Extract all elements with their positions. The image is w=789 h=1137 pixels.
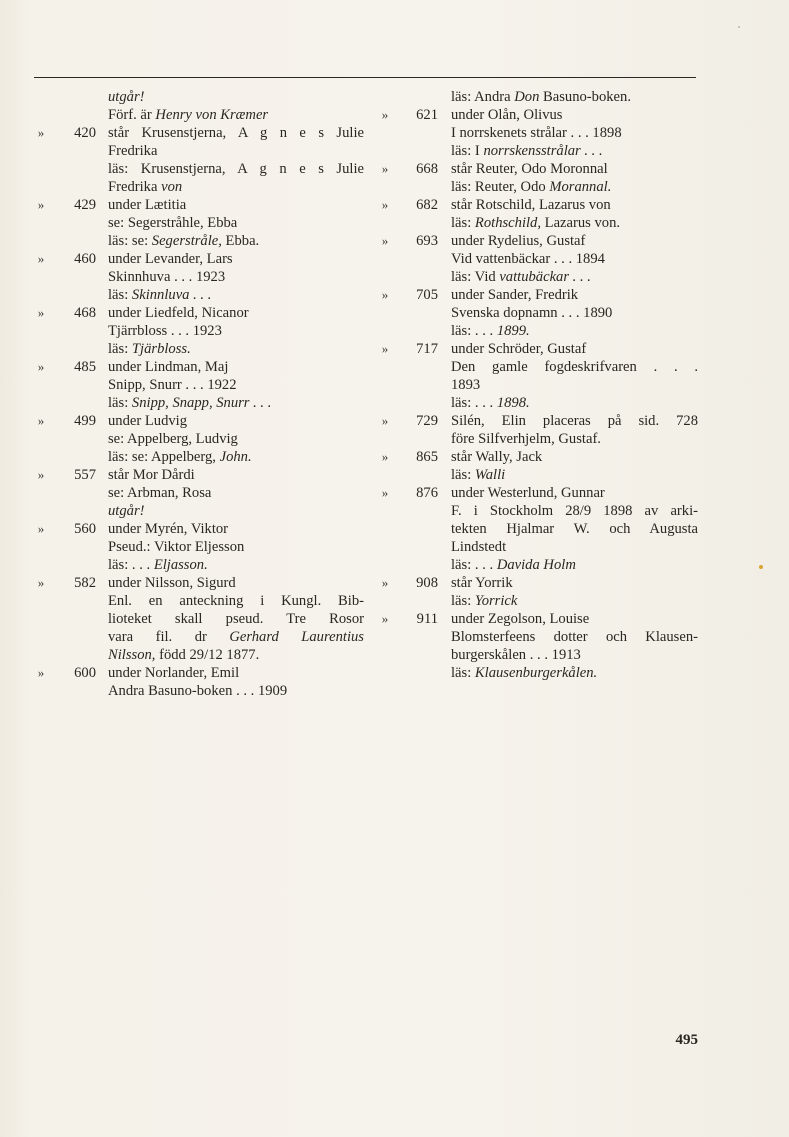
entry-text bbox=[451, 232, 698, 250]
entry-text bbox=[451, 574, 698, 592]
text-segment: Lazarus von. bbox=[541, 215, 621, 231]
text-segment: under Sander, Fredrik bbox=[451, 287, 579, 303]
italic-text: Eljasson. bbox=[153, 557, 208, 573]
right-column bbox=[378, 88, 698, 682]
text-segment: se: Segerstråhle, Ebba bbox=[108, 215, 238, 231]
entry-text bbox=[451, 286, 698, 304]
page-reference-number: 429 bbox=[74, 197, 96, 213]
italic-text: 1898. bbox=[496, 395, 530, 411]
text-segment: läs: Vid bbox=[451, 269, 500, 285]
text-segment: Skinnhuva . . . 1923 bbox=[108, 269, 226, 285]
italic-text: Rothschild, bbox=[474, 215, 541, 231]
text-segment: under Olån, Olivus bbox=[451, 107, 563, 123]
entry-text bbox=[451, 214, 698, 232]
page-reference-number: 557 bbox=[74, 467, 96, 483]
ditto-mark: » bbox=[37, 305, 45, 320]
erratum-entry bbox=[378, 106, 698, 160]
entry-text bbox=[451, 394, 698, 412]
text-segment: Blomsterfeens dotter och Klausen- bbox=[451, 629, 698, 645]
entry-text bbox=[108, 142, 364, 160]
erratum-entry bbox=[34, 664, 364, 700]
text-segment: läs: bbox=[108, 287, 132, 303]
text-segment: Basuno-boken. bbox=[539, 89, 631, 105]
entry-text bbox=[108, 106, 364, 124]
erratum-entry bbox=[378, 232, 698, 286]
entry-line bbox=[378, 592, 698, 610]
entry-line bbox=[378, 286, 698, 304]
entry-line bbox=[34, 664, 364, 682]
entry-text bbox=[108, 646, 364, 664]
text-segment: läs: bbox=[451, 215, 475, 231]
entry-line bbox=[34, 682, 364, 700]
entry-text bbox=[451, 142, 698, 160]
italic-text: von bbox=[161, 179, 183, 195]
header-rule bbox=[34, 77, 696, 78]
italic-text: Skinnluva . . . bbox=[131, 287, 212, 303]
erratum-entry bbox=[378, 448, 698, 484]
ditto-mark: » bbox=[37, 521, 45, 536]
italic-text: Klausenburgerkålen. bbox=[474, 665, 598, 681]
entry-text bbox=[108, 610, 364, 628]
text-segment: under Myrén, Viktor bbox=[108, 521, 229, 537]
page-reference-number: 717 bbox=[416, 341, 438, 357]
entry-line bbox=[34, 304, 364, 322]
text-segment: född 29/12 1877. bbox=[155, 647, 260, 663]
text-segment: Tjärrbloss . . . 1923 bbox=[108, 323, 222, 339]
entry-line bbox=[378, 232, 698, 250]
ditto-mark: » bbox=[381, 233, 389, 248]
page-reference-number: 729 bbox=[416, 413, 438, 429]
italic-text: norrskensstrålar . . . bbox=[483, 143, 603, 159]
ditto-mark: » bbox=[37, 359, 45, 374]
text-segment: Snipp, Snurr . . . 1922 bbox=[108, 377, 237, 393]
entry-line bbox=[378, 610, 698, 628]
page-reference-number: 560 bbox=[74, 521, 96, 537]
entry-line bbox=[378, 322, 698, 340]
erratum-entry bbox=[34, 466, 364, 520]
erratum-entry bbox=[378, 412, 698, 448]
entry-text bbox=[108, 286, 364, 304]
italic-text: utgår! bbox=[108, 89, 145, 105]
entry-text bbox=[108, 268, 364, 286]
entry-line bbox=[34, 556, 364, 574]
entry-line bbox=[34, 124, 364, 142]
entry-line bbox=[34, 646, 364, 664]
entry-line bbox=[378, 214, 698, 232]
entry-text bbox=[108, 556, 364, 574]
text-segment: burgerskålen . . . 1913 bbox=[451, 647, 581, 663]
text-segment: se: Arbman, Rosa bbox=[108, 485, 212, 501]
entry-text bbox=[108, 412, 364, 430]
speck-mark bbox=[759, 565, 763, 569]
entry-text bbox=[108, 160, 364, 178]
left-column bbox=[34, 88, 364, 700]
text-segment: läs: bbox=[108, 395, 132, 411]
entry-text bbox=[108, 430, 364, 448]
text-segment: Andra Basuno-boken . . . 1909 bbox=[108, 683, 288, 699]
entry-line bbox=[34, 484, 364, 502]
entry-line bbox=[34, 592, 364, 610]
page-reference-number: 582 bbox=[74, 575, 96, 591]
page-reference-number: 682 bbox=[416, 197, 438, 213]
entry-line bbox=[34, 322, 364, 340]
entry-text bbox=[108, 304, 364, 322]
entry-text bbox=[451, 268, 698, 286]
ditto-mark: » bbox=[37, 413, 45, 428]
entry-line bbox=[378, 376, 698, 394]
entry-text bbox=[451, 250, 698, 268]
italic-text: Walli bbox=[474, 467, 506, 483]
text-segment: 1893 bbox=[451, 377, 481, 393]
text-segment: läs: . . . bbox=[451, 395, 497, 411]
page-reference-number: 420 bbox=[74, 125, 96, 141]
entry-text bbox=[451, 592, 698, 610]
entry-text bbox=[108, 520, 364, 538]
ditto-mark: » bbox=[381, 341, 389, 356]
text-segment: står Mor Dårdi bbox=[108, 467, 195, 483]
entry-text bbox=[451, 358, 698, 376]
entry-text bbox=[108, 682, 364, 700]
italic-text: 1899. bbox=[496, 323, 530, 339]
text-segment: Fredrika bbox=[108, 179, 162, 195]
text-segment: Silén, Elin placeras på sid. 728 bbox=[451, 413, 698, 429]
entry-line bbox=[378, 466, 698, 484]
italic-text: vattubäckar . . . bbox=[499, 269, 591, 285]
italic-text: Don bbox=[514, 89, 540, 105]
entry-line bbox=[34, 538, 364, 556]
erratum-entry bbox=[378, 484, 698, 574]
entry-line bbox=[378, 160, 698, 178]
text-segment: under Westerlund, Gunnar bbox=[451, 485, 605, 501]
ditto-mark: » bbox=[381, 161, 389, 176]
entry-line bbox=[34, 160, 364, 178]
page-reference-number: 468 bbox=[74, 305, 96, 321]
entry-text bbox=[108, 574, 364, 592]
text-segment: tekten Hjalmar W. och Augusta bbox=[451, 521, 698, 537]
entry-line bbox=[378, 448, 698, 466]
entry-text bbox=[108, 466, 364, 484]
italic-text: utgår! bbox=[108, 503, 145, 519]
text-segment: står Yorrik bbox=[451, 575, 513, 591]
entry-text bbox=[451, 430, 698, 448]
entry-text bbox=[108, 502, 364, 520]
entry-line bbox=[378, 556, 698, 574]
entry-text bbox=[451, 196, 698, 214]
ditto-mark: » bbox=[37, 251, 45, 266]
entry-line bbox=[34, 268, 364, 286]
entry-text bbox=[451, 466, 698, 484]
entry-text bbox=[451, 106, 698, 124]
text-segment: läs: I bbox=[451, 143, 484, 159]
entry-text bbox=[108, 538, 364, 556]
erratum-entry bbox=[34, 412, 364, 466]
italic-text: John. bbox=[219, 449, 252, 465]
entry-line bbox=[378, 88, 698, 106]
page-reference-number: 908 bbox=[416, 575, 438, 591]
entry-line bbox=[34, 448, 364, 466]
text-segment: står Wally, Jack bbox=[451, 449, 543, 465]
entry-line bbox=[378, 574, 698, 592]
entry-line bbox=[378, 664, 698, 682]
text-segment: står Rotschild, Lazarus von bbox=[451, 197, 611, 213]
erratum-entry bbox=[34, 304, 364, 358]
text-segment: under Schröder, Gustaf bbox=[451, 341, 587, 357]
page-reference-number: 911 bbox=[416, 611, 438, 627]
text-segment: Den gamle fogdeskrifvaren . . . bbox=[451, 359, 698, 375]
text-segment: står Reuter, Odo Moronnal bbox=[451, 161, 608, 177]
entry-line bbox=[34, 106, 364, 124]
entry-text bbox=[108, 232, 364, 250]
erratum-entry bbox=[34, 124, 364, 196]
entry-text bbox=[451, 322, 698, 340]
entry-line bbox=[34, 250, 364, 268]
entry-line bbox=[34, 358, 364, 376]
ditto-mark: » bbox=[381, 611, 389, 626]
entry-text bbox=[108, 358, 364, 376]
entry-line bbox=[34, 196, 364, 214]
entry-line bbox=[378, 142, 698, 160]
ditto-mark: » bbox=[381, 287, 389, 302]
ditto-mark: » bbox=[37, 575, 45, 590]
entry-text bbox=[108, 628, 364, 646]
page-reference-number: 693 bbox=[416, 233, 438, 249]
page-reference-number: 621 bbox=[416, 107, 438, 123]
entry-line bbox=[378, 178, 698, 196]
entry-line bbox=[378, 358, 698, 376]
entry-line bbox=[34, 520, 364, 538]
entry-line bbox=[34, 628, 364, 646]
italic-text: Morannal. bbox=[549, 179, 612, 195]
entry-text bbox=[108, 484, 364, 502]
ditto-mark: » bbox=[37, 467, 45, 482]
entry-text bbox=[108, 592, 364, 610]
entry-line bbox=[378, 124, 698, 142]
entry-line bbox=[378, 340, 698, 358]
entry-text bbox=[451, 484, 698, 502]
text-segment: vara fil. dr bbox=[108, 629, 230, 645]
entry-line bbox=[34, 394, 364, 412]
text-segment: under Rydelius, Gustaf bbox=[451, 233, 586, 249]
page-reference-number: 865 bbox=[416, 449, 438, 465]
entry-text bbox=[451, 160, 698, 178]
entry-line bbox=[34, 88, 364, 106]
text-segment: under Norlander, Emil bbox=[108, 665, 240, 681]
entry-text bbox=[451, 556, 698, 574]
entry-text bbox=[451, 628, 698, 646]
text-segment: Vid vattenbäckar . . . 1894 bbox=[451, 251, 605, 267]
erratum-entry bbox=[378, 610, 698, 682]
erratum-entry bbox=[34, 520, 364, 574]
page-reference-number: 876 bbox=[416, 485, 438, 501]
entry-line bbox=[378, 196, 698, 214]
entry-text bbox=[451, 124, 698, 142]
entry-text bbox=[108, 394, 364, 412]
entry-line bbox=[378, 394, 698, 412]
entry-line bbox=[378, 304, 698, 322]
entry-line bbox=[34, 232, 364, 250]
erratum-entry bbox=[378, 160, 698, 196]
ditto-mark: » bbox=[381, 449, 389, 464]
entry-line bbox=[34, 610, 364, 628]
entry-text bbox=[108, 196, 364, 214]
entry-line bbox=[378, 538, 698, 556]
text-segment: se: Appelberg, Ludvig bbox=[108, 431, 238, 447]
text-segment: läs: bbox=[451, 665, 475, 681]
speck-mark bbox=[738, 26, 740, 28]
erratum-entry bbox=[34, 358, 364, 412]
entry-line bbox=[34, 376, 364, 394]
entry-line bbox=[378, 502, 698, 520]
italic-text: Davida Holm bbox=[496, 557, 576, 573]
text-segment: Förf. är bbox=[108, 107, 156, 123]
text-segment: läs: se: bbox=[108, 233, 152, 249]
text-segment: Lindstedt bbox=[451, 539, 507, 555]
entry-line bbox=[378, 268, 698, 286]
erratum-entry bbox=[378, 340, 698, 412]
italic-text: Segerstråle, bbox=[151, 233, 222, 249]
entry-text bbox=[108, 340, 364, 358]
entry-text bbox=[108, 250, 364, 268]
text-segment: under Zegolson, Louise bbox=[451, 611, 590, 627]
entry-text bbox=[108, 124, 364, 142]
entry-text bbox=[108, 178, 364, 196]
erratum-entry bbox=[34, 196, 364, 250]
entry-text bbox=[451, 340, 698, 358]
ditto-mark: » bbox=[37, 197, 45, 212]
text-segment: läs: bbox=[108, 341, 132, 357]
entry-text bbox=[108, 448, 364, 466]
text-segment: läs: bbox=[451, 467, 475, 483]
entry-line bbox=[34, 574, 364, 592]
text-segment: under Lindman, Maj bbox=[108, 359, 229, 375]
entry-line bbox=[34, 502, 364, 520]
entry-line bbox=[378, 520, 698, 538]
text-segment: läs: se: Appelberg, bbox=[108, 449, 220, 465]
page-number: 495 bbox=[675, 1032, 698, 1048]
text-segment: under Lætitia bbox=[108, 197, 187, 213]
text-segment: Pseud.: Viktor Eljesson bbox=[108, 539, 245, 555]
italic-text: Gerhard Laurentius bbox=[229, 629, 364, 645]
text-segment: lioteket skall pseud. Tre Rosor bbox=[108, 611, 364, 627]
erratum-entry bbox=[378, 88, 698, 106]
entry-text bbox=[451, 376, 698, 394]
text-segment: Fredrika bbox=[108, 143, 158, 159]
entry-text bbox=[451, 610, 698, 628]
entry-text bbox=[108, 376, 364, 394]
text-segment: läs: . . . bbox=[108, 557, 154, 573]
entry-line bbox=[378, 106, 698, 124]
erratum-entry bbox=[378, 286, 698, 340]
entry-line bbox=[378, 484, 698, 502]
entry-line bbox=[34, 340, 364, 358]
text-segment: läs: . . . bbox=[451, 323, 497, 339]
text-segment: F. i Stockholm 28/9 1898 av arki- bbox=[451, 503, 698, 519]
entry-text bbox=[451, 646, 698, 664]
text-segment: läs: . . . bbox=[451, 557, 497, 573]
ditto-mark: » bbox=[381, 197, 389, 212]
ditto-mark: » bbox=[381, 413, 389, 428]
erratum-entry bbox=[378, 574, 698, 610]
text-segment: läs: bbox=[451, 593, 475, 609]
entry-line bbox=[34, 430, 364, 448]
text-segment: före Silfverhjelm, Gustaf. bbox=[451, 431, 601, 447]
entry-text bbox=[451, 304, 698, 322]
ditto-mark: » bbox=[37, 665, 45, 680]
text-segment: läs: Andra bbox=[451, 89, 515, 105]
entry-text bbox=[451, 448, 698, 466]
entry-line bbox=[378, 430, 698, 448]
page-reference-number: 460 bbox=[74, 251, 96, 267]
erratum-entry bbox=[378, 196, 698, 232]
entry-text bbox=[451, 88, 698, 106]
entry-line bbox=[378, 250, 698, 268]
erratum-entry bbox=[34, 574, 364, 664]
entry-text bbox=[108, 322, 364, 340]
text-segment: I norrskenets strålar . . . 1898 bbox=[451, 125, 622, 141]
entry-line bbox=[34, 214, 364, 232]
text-segment: Ebba. bbox=[221, 233, 260, 249]
entry-text bbox=[451, 178, 698, 196]
text-segment: läs: Reuter, Odo bbox=[451, 179, 550, 195]
entry-text bbox=[108, 88, 364, 106]
italic-text: Snipp, Snapp, Snurr . . . bbox=[131, 395, 272, 411]
ditto-mark: » bbox=[381, 485, 389, 500]
erratum-entry bbox=[34, 250, 364, 304]
italic-text: Henry von Kræmer bbox=[155, 107, 269, 123]
ditto-mark: » bbox=[37, 125, 45, 140]
text-segment: under Levander, Lars bbox=[108, 251, 233, 267]
entry-line bbox=[378, 646, 698, 664]
page-reference-number: 668 bbox=[416, 161, 438, 177]
entry-text bbox=[451, 520, 698, 538]
page-reference-number: 499 bbox=[74, 413, 96, 429]
entry-text bbox=[451, 664, 698, 682]
entry-text bbox=[108, 214, 364, 232]
page-reference-number: 600 bbox=[74, 665, 96, 681]
entry-line bbox=[34, 466, 364, 484]
ditto-mark: » bbox=[381, 107, 389, 122]
italic-text: Yorrick bbox=[474, 593, 518, 609]
italic-text: Nilsson, bbox=[108, 647, 156, 663]
entry-line bbox=[378, 628, 698, 646]
text-segment: under Liedfeld, Nicanor bbox=[108, 305, 249, 321]
text-segment: läs: Krusenstjerna, A g n e s Julie bbox=[108, 161, 364, 177]
page-reference-number: 485 bbox=[74, 359, 96, 375]
ditto-mark: » bbox=[381, 575, 389, 590]
entry-line bbox=[34, 178, 364, 196]
italic-text: Tjärbloss. bbox=[131, 341, 191, 357]
erratum-entry bbox=[34, 88, 364, 124]
text-segment: under Ludvig bbox=[108, 413, 188, 429]
entry-line bbox=[34, 412, 364, 430]
entry-text bbox=[451, 412, 698, 430]
entry-line bbox=[378, 412, 698, 430]
text-segment: står Krusenstjerna, A g n e s Julie bbox=[108, 125, 364, 141]
text-segment: Svenska dopnamn . . . 1890 bbox=[451, 305, 613, 321]
text-segment: under Nilsson, Sigurd bbox=[108, 575, 236, 591]
entry-line bbox=[34, 142, 364, 160]
text-segment: Enl. en anteckning i Kungl. Bib- bbox=[108, 593, 364, 609]
page-reference-number: 705 bbox=[416, 287, 438, 303]
entry-text bbox=[108, 664, 364, 682]
entry-text bbox=[451, 538, 698, 556]
entry-text bbox=[451, 502, 698, 520]
entry-line bbox=[34, 286, 364, 304]
